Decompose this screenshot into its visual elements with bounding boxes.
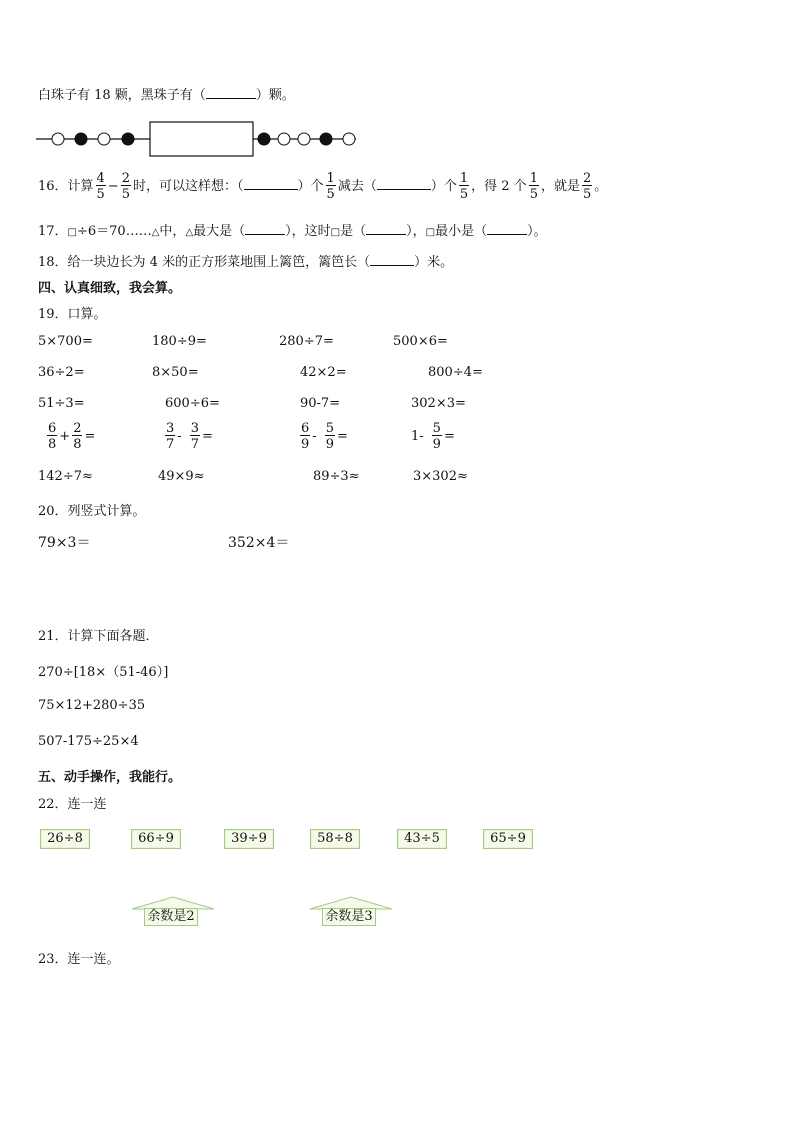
fraction: $\frac{5}{9}$ (325, 421, 334, 452)
fraction: $\frac{2}{5}$ (582, 171, 592, 202)
fraction: $\frac{2}{8}$ (73, 421, 82, 452)
oral-calc-item: 3×302≈ (413, 469, 468, 484)
vertical-calc-item: 352×4＝ (228, 535, 290, 551)
oral-calc-fraction-item: $\frac{3}{7}$ - $\frac{3}{7}$ = (166, 421, 213, 452)
white-bead (343, 133, 355, 145)
oral-calc-item: 36÷2= (38, 365, 85, 380)
section-heading-5: 五、动手操作，我能行。 (38, 770, 182, 785)
answer-blank[interactable] (487, 222, 527, 235)
oral-calc-item: 142÷7≈ (38, 469, 93, 484)
division-card[interactable]: 58÷8 (310, 829, 360, 849)
fraction: $\frac{3}{7}$ (166, 421, 175, 452)
q17-text: 17．□÷6＝70……△中，△最大是（ ），这时□是（ ），□最小是（ ）。 (38, 224, 547, 239)
fraction: $\frac{5}{9}$ (432, 421, 441, 452)
black-bead (320, 133, 332, 145)
oral-calc-fraction-item: $\frac{6}{8}$ + $\frac{2}{8}$ = (48, 421, 96, 452)
oral-calc-item: 600÷6= (165, 396, 220, 411)
q21-title: 21．计算下面各题． (38, 629, 159, 644)
calc-expression: 270÷[18×（51-46）] (38, 665, 169, 680)
division-card[interactable]: 39÷9 (224, 829, 274, 849)
oral-calc-item: 280÷7= (279, 334, 334, 349)
answer-blank[interactable] (206, 86, 256, 99)
oral-calc-fraction-item: $\frac{6}{9}$ - $\frac{5}{9}$ = (301, 421, 348, 452)
q19-title: 19．口算。 (38, 307, 107, 322)
remainder-label[interactable]: 余数是3 (322, 908, 376, 926)
q20-title: 20．列竖式计算。 (38, 504, 146, 519)
oral-calc-fraction-item: 1- $\frac{5}{9}$ = (411, 421, 455, 452)
q16-text: 16．计算 $\frac{4}{5}$ − $\frac{2}{5}$ 时，可以这样想：（ ）个 $\frac{1}{5}$ 减去（ ）个 $\frac{1}{5}$ ，得 2 个 $\frac{1}{5}$ ，就是 $\frac{2}{5}$ 。 (38, 171, 608, 202)
vertical-calc-item: 79×3＝ (38, 535, 91, 551)
calc-expression: 75×12+280÷35 (38, 698, 146, 713)
fraction: $\frac{6}{8}$ (48, 421, 57, 452)
fraction: $\frac{6}{9}$ (301, 421, 310, 452)
division-card[interactable]: 26÷8 (40, 829, 90, 849)
division-card[interactable]: 66÷9 (131, 829, 181, 849)
q15-text: 白珠子有 18 颗，黑珠子有（ ）颗。 (38, 88, 295, 103)
oral-calc-item: 800÷4= (428, 365, 483, 380)
division-card[interactable]: 65÷9 (483, 829, 533, 849)
bead-string-figure (36, 118, 366, 160)
section-heading-4: 四、认真细致，我会算。 (38, 281, 182, 296)
fraction: $\frac{1}{5}$ (529, 171, 538, 202)
calc-expression: 507-175÷25×4 (38, 734, 139, 749)
fraction: $\frac{2}{5}$ (121, 171, 131, 202)
white-bead (298, 133, 310, 145)
square-symbol: □ (330, 227, 341, 238)
answer-blank[interactable] (370, 253, 414, 266)
black-bead (75, 133, 87, 145)
oral-calc-item: 89÷3≈ (313, 469, 360, 484)
answer-blank[interactable] (366, 222, 406, 235)
black-bead (258, 133, 270, 145)
oral-calc-item: 302×3= (411, 396, 466, 411)
answer-blank[interactable] (245, 222, 285, 235)
square-symbol: □ (425, 227, 436, 238)
black-bead (122, 133, 134, 145)
square-symbol: □ (67, 227, 77, 238)
answer-blank[interactable] (244, 177, 298, 190)
fraction: $\frac{1}{5}$ (326, 171, 335, 202)
white-bead (278, 133, 290, 145)
fraction: $\frac{3}{7}$ (190, 421, 199, 452)
fraction: $\frac{4}{5}$ (96, 171, 105, 202)
oral-calc-item: 180÷9= (152, 334, 207, 349)
oral-calc-item: 51÷3= (38, 396, 85, 411)
q18-text: 18．给一块边长为 4 米的正方形菜地围上篱笆，篱笆长（ ）米。 (38, 255, 454, 270)
white-bead (52, 133, 64, 145)
division-card[interactable]: 43÷5 (397, 829, 447, 849)
fraction: $\frac{1}{5}$ (459, 171, 469, 202)
answer-blank[interactable] (377, 177, 431, 190)
triangle-symbol: △ (151, 227, 160, 238)
white-bead (98, 133, 110, 145)
oral-calc-item: 500×6= (393, 334, 448, 349)
q23-title: 23．连一连。 (38, 952, 120, 967)
oral-calc-item: 42×2= (300, 365, 347, 380)
oral-calc-item: 49×9≈ (158, 469, 205, 484)
remainder-label[interactable]: 余数是2 (144, 908, 198, 926)
triangle-symbol: △ (185, 227, 194, 238)
oral-calc-item: 8×50= (152, 365, 199, 380)
oral-calc-item: 5×700= (38, 334, 93, 349)
hidden-beads-box (150, 122, 253, 156)
q22-title: 22．连一连 (38, 797, 107, 812)
oral-calc-item: 90-7= (300, 396, 341, 411)
